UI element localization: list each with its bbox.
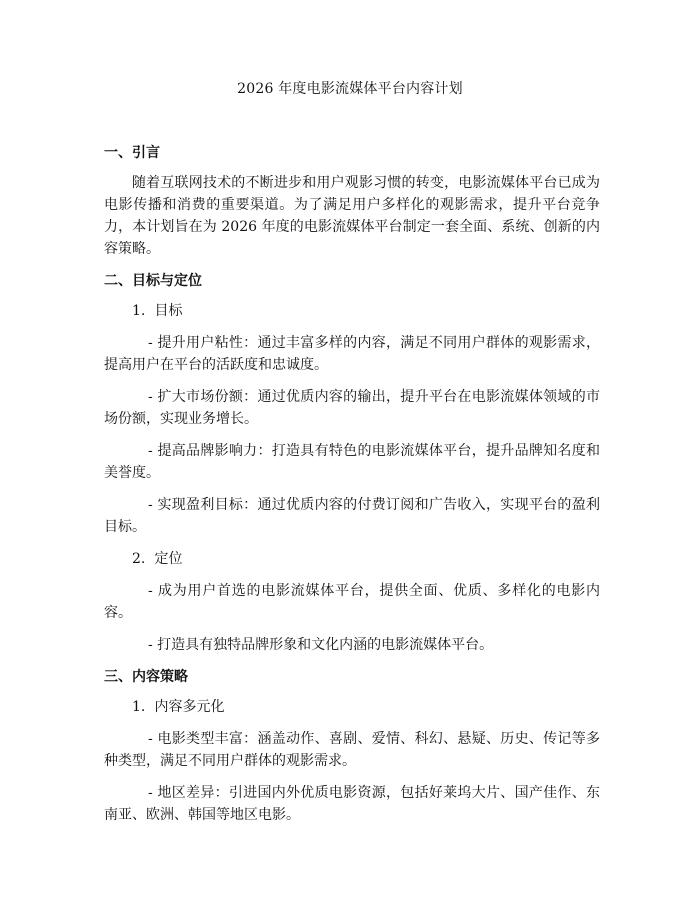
list-item: - 提升用户粘性：通过丰富多样的内容，满足不同用户群体的观影需求，提高用户在平台的活跃度和忠诚度。 (104, 335, 600, 373)
list-item: - 提高品牌影响力：打造具有特色的电影流媒体平台，提升品牌知名度和美誉度。 (104, 443, 600, 481)
list-item: - 扩大市场份额：通过优质内容的输出，提升平台在电影流媒体领域的市场份额，实现业务增长。 (104, 389, 600, 427)
subsection-positioning (132, 548, 600, 570)
list-item: - 地区差异：引进国内外优质电影资源，包括好莱坞大片、国产佳作、东南亚、欧洲、韩国等地区电影。 (104, 785, 600, 823)
document-title: 2026 年度电影流媒体平台内容计划 (237, 81, 463, 97)
document-body (104, 142, 600, 836)
subsection-label: 内容多元化 (154, 699, 225, 715)
section-heading-goals-positioning: 二、目标与定位 (104, 273, 202, 289)
list-item: - 打造具有独特品牌形象和文化内涵的电影流媒体平台。 (148, 637, 494, 653)
subsection-content-diversity (132, 696, 600, 718)
subsection-number: 1. (132, 303, 146, 319)
list-item: - 成为用户首选的电影流媒体平台，提供全面、优质、多样化的电影内容。 (104, 583, 600, 621)
subsection-number: 1. (132, 699, 146, 715)
subsection-number: 2. (132, 551, 146, 567)
section-heading-content-strategy: 三、内容策略 (104, 669, 188, 685)
subsection-label: 定位 (154, 551, 183, 567)
section-heading-introduction: 一、引言 (104, 145, 160, 161)
subsection-label: 目标 (154, 303, 183, 319)
subsection-goals (132, 300, 600, 322)
list-item: - 电影类型丰富：涵盖动作、喜剧、爱情、科幻、悬疑、历史、传记等多种类型，满足不同用户群体的观影需求。 (104, 731, 600, 769)
list-item: - 实现盈利目标：通过优质内容的付费订阅和广告收入，实现平台的盈利目标。 (104, 497, 600, 535)
introduction-paragraph: 随着互联网技术的不断进步和用户观影习惯的转变，电影流媒体平台已成为电影传播和消费的重要渠道。为了满足用户多样化的观影需求，提升平台竞争力，本计划旨在为 2026 年度的电影流媒体平台制定一套全面、系统、创新的内容策略。 (104, 175, 600, 257)
